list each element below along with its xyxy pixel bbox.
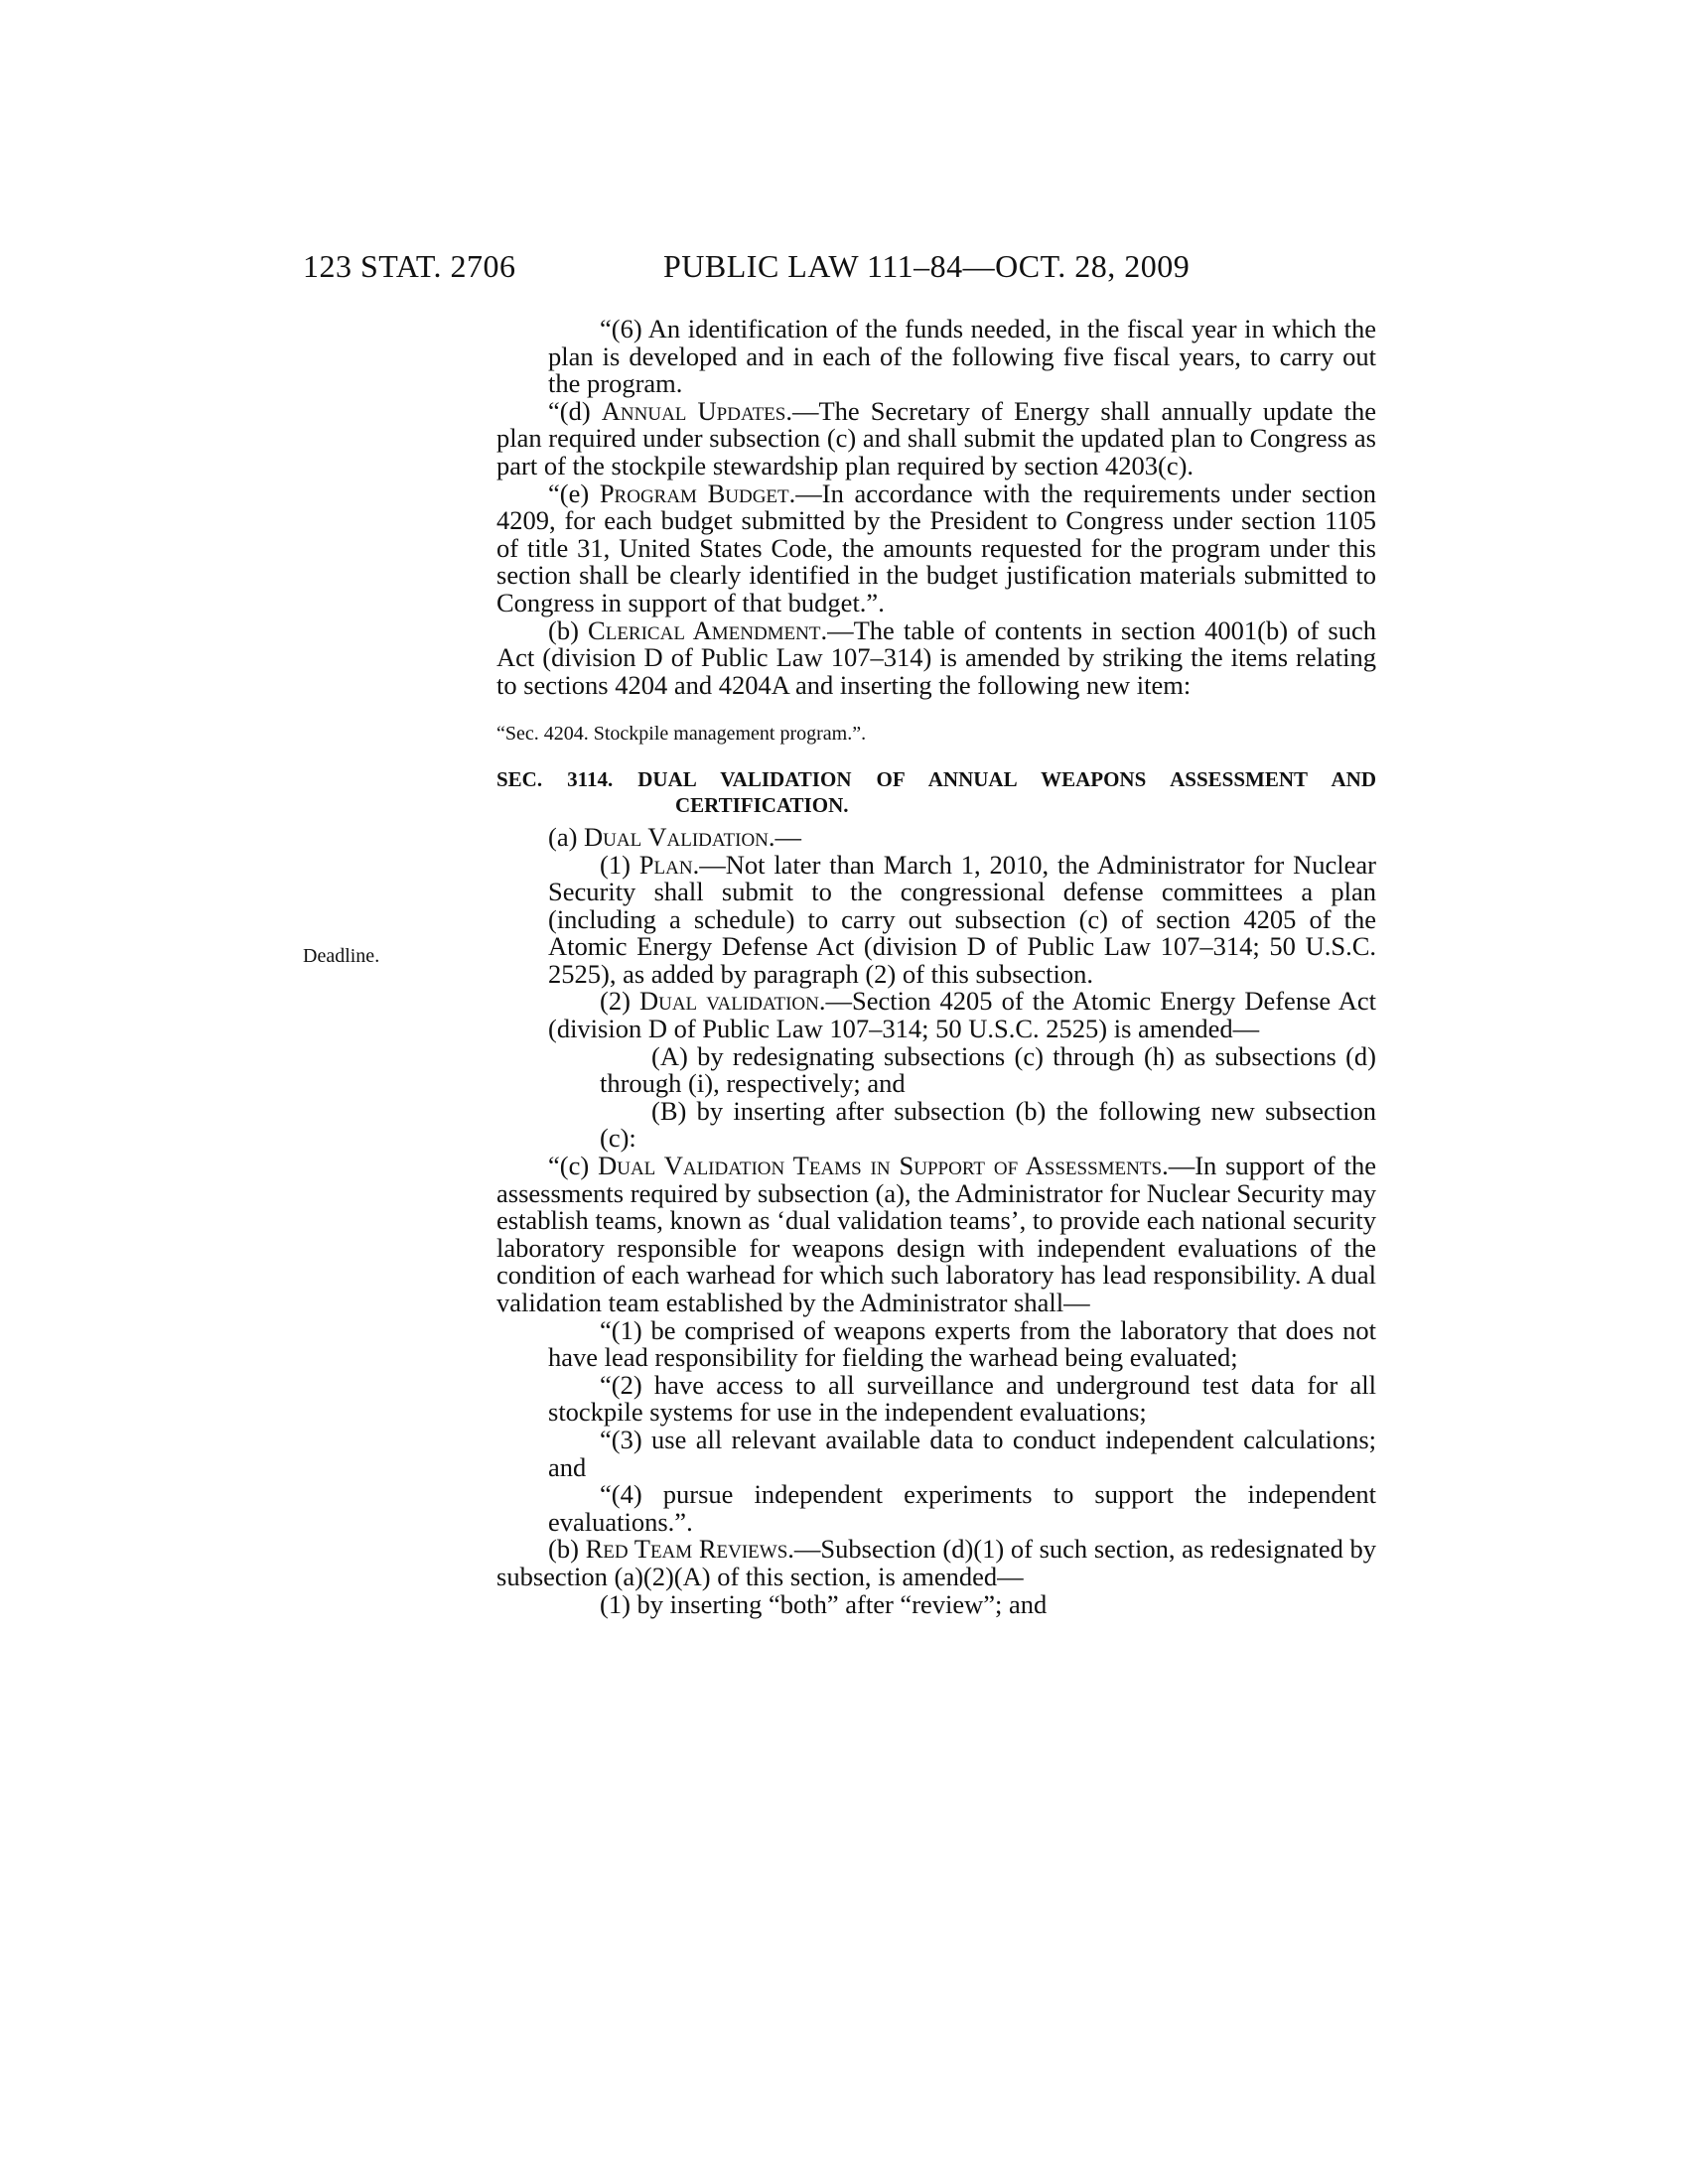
subsection-e: “(e) Program Budget.—In accordance with the requirements under section 4209, for each budget submitted by the President to Congress under section 1105 of title 31, United States Code, the amounts requested for the program under this section shall be clearly identified in the budget justification materials submitted to Congress in support of that budget.”. — [496, 478, 1376, 617]
clause-c1: “(1) be comprised of weapons experts from the laboratory that does not have lead responsibility for fielding the warhead being evaluated; — [548, 1314, 1376, 1373]
toc-item: “Sec. 4204. Stockpile management program.”. — [496, 723, 867, 746]
subsection-d: “(d) Annual Updates.—The Secretary of Energy shall annually update the plan required under subsection (c) and shall submit the updated plan to Congress as part of the stockpile stewardship plan required by section 4203(c). — [496, 395, 1376, 480]
subsection-a: (a) Dual Validation.— — [548, 821, 802, 852]
section-heading: SEC. 3114. DUAL VALIDATION OF ANNUAL WEAPONS ASSESSMENT AND CERTIFICATION. — [496, 766, 1376, 817]
clause-c4: “(4) pursue independent experiments to support the independent evaluations.”. — [548, 1479, 1376, 1537]
subsection-a-heading: Dual Validation — [584, 821, 769, 852]
paragraph-a2-heading: Dual validation — [638, 986, 819, 1017]
subsection-d-heading: Annual Updates — [601, 395, 786, 426]
clause-c3: “(3) use all relevant available data to conduct independent calculations; and — [548, 1424, 1376, 1482]
subsection-c-heading: Dual Validation Teams in Support of Assessments — [598, 1151, 1163, 1181]
law-title: PUBLIC LAW 111–84—OCT. 28, 2009 — [663, 248, 1191, 284]
subsection-e-heading: Program Budget — [599, 478, 789, 508]
stat-reference: 123 STAT. 2706 — [303, 248, 516, 284]
paragraph-a1-heading: Plan — [638, 849, 693, 880]
paragraph-rb1: (1) by inserting “both” after “review”; and — [600, 1588, 1048, 1619]
red-team-heading: Red Team Reviews — [585, 1534, 788, 1565]
paragraph-a1-plan: (1) Plan.—Not later than March 1, 2010, the Administrator for Nuclear Security shall submit to the congressional defense committees a plan (including a schedule) to carry out subsection (c) of section 4205 of the Atomic Energy Defense Act (division D of Public Law 107–314; 50 U.S.C. 2525), as added by paragraph (2) of this subsection. — [548, 849, 1376, 989]
paragraph-6: “(6) An identification of the funds needed, in the fiscal year in which the plan is developed and in each of the following five fiscal years, to carry out the program. — [548, 314, 1376, 399]
subparagraph-a2B: (B) by inserting after subsection (b) the following new subsection (c): — [600, 1095, 1376, 1154]
subparagraph-a2A: (A) by redesignating subsections (c) through (h) as subsections (d) through (i), respectively; and — [600, 1040, 1376, 1099]
deadline-margin-note: Deadline. — [303, 945, 380, 967]
clerical-amendment: (b) Clerical Amendment.—The table of contents in section 4001(b) of such Act (division D of Public Law 107–314) is amended by striking the items relating to sections 4204 and 4204A and inserting the following new item: — [496, 614, 1376, 700]
paragraph-a2-dual-validation: (2) Dual validation.—Section 4205 of the Atomic Energy Defense Act (division D of Public Law 107–314; 50 U.S.C. 2525) is amended— — [548, 986, 1377, 1044]
document-body — [496, 316, 1376, 1618]
subsection-b-red-team: (b) Red Team Reviews.—Subsection (d)(1) of such section, as redesignated by subsection (a)(2)(A) of this section, is amended— — [496, 1534, 1376, 1591]
clerical-amendment-heading: Clerical Amendment — [588, 614, 821, 645]
subsection-c-dual-validation-teams: “(c) Dual Validation Teams in Support of Assessments.—In support of the assessments required by subsection (a), the Administrator for Nuclear Security may establish teams, known as ‘dual validation teams’, to provide each national security laboratory responsible for weapons design with independent evaluations of the condition of each warhead for which such laboratory has lead responsibility. A dual validation team established by the Administrator shall— — [496, 1151, 1376, 1317]
clause-c2: “(2) have access to all surveillance and underground test data for all stockpile systems for use in the independent evaluations; — [548, 1369, 1376, 1428]
